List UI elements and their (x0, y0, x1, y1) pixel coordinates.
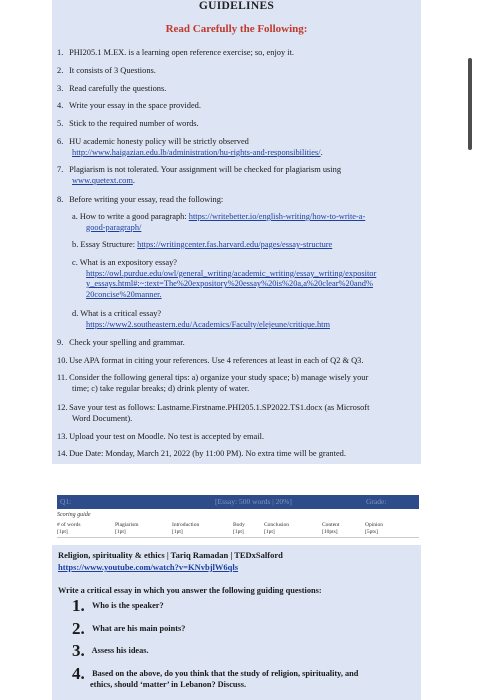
list-item: 13. Upload your test on Moodle. No test is accepted by email. (57, 432, 265, 441)
list-item: 8. Before writing your essay, read the following: (57, 195, 224, 204)
sub-item: a. How to write a good paragraph: https://writebetter.io/english-writing/how-to-write-a- good-paragraph/ (72, 212, 366, 232)
list-item: 11. Consider the following general tips: a) organize your study space; b) manage wisely your time; c) take regular breaks; d) drink plenty of water. (57, 373, 369, 393)
policy-link[interactable]: http://www.haigazian.edu.lb/administration/hu-rights-and-responsibilities/ (72, 147, 321, 157)
guiding-question: 1. Who is the speaker? (72, 596, 164, 615)
list-item: 2. It consists of 3 Questions. (57, 66, 156, 75)
video-title: Religion, spirituality & ethics | Tariq Ramadan | TEDxSalford (58, 550, 283, 560)
list-item: 9. Check your spelling and grammar. (57, 338, 185, 347)
essay-info: [Essay: 500 words | 20%] (215, 497, 292, 506)
scoring-points: [1pt] [1pt] [1pt] [1pt] [1pt] [10pts] [5pts] (57, 529, 378, 535)
guiding-intro: Write a critical essay in which you answer the following guiding questions: (58, 586, 322, 595)
structure-link[interactable]: https://writingcenter.fas.harvard.edu/pages/essay-structure (137, 240, 333, 249)
page-title: GUIDELINES (198, 0, 275, 12)
question-header (57, 495, 419, 509)
list-item: 4. Write your essay in the space provided. (57, 101, 201, 110)
scrollbar[interactable] (468, 58, 472, 150)
expository-link-2[interactable]: y_essays.html#:~:text=The%20expository%20essay%20is%20a,a%20clear%20and% (86, 279, 373, 289)
video-link[interactable]: https://www.youtube.com/watch?v=KNvbjlW6qls (58, 562, 239, 572)
expository-link[interactable]: https://owl.purdue.edu/owl/general_writing/academic_writing/essay_writing/expositor (86, 268, 377, 278)
sub-item: c. What is an expository essay? https://owl.purdue.edu/owl/general_writing/academic_writing/essay_writing/expositor y_essays.html#:~:text=The%20expository%20essay%20is%20a,a%20clear%20and% 20concise%20manner. (72, 258, 377, 299)
expository-link-3[interactable]: 20concise%20manner. (86, 289, 162, 299)
list-item: 12. Save your test as follows: Lastname.Firstname.PHI205.1.SP2022.TS1.docx (as Microsoft Word Document). (57, 403, 370, 423)
list-item: 6. HU academic honesty policy will be strictly observed http://www.haigazian.edu.lb/administration/hu-rights-and-responsibilities/. (57, 137, 323, 157)
list-item: 5. Stick to the required number of words. (57, 119, 199, 128)
list-item: 3. Read carefully the questions. (57, 84, 167, 93)
quetext-link[interactable]: www.quetext.com (72, 175, 133, 185)
scoring-names: # of words Plagiarism Introduction Body Conclusion Content Opinion (57, 522, 384, 528)
list-item: 14. Due Date: Monday, March 21, 2022 (by 11:00 PM). No extra time will be granted. (57, 449, 346, 458)
grade-label: Grade: (366, 497, 387, 506)
paragraph-link[interactable]: https://writebetter.io/english-writing/how-to-write-a- (188, 212, 366, 221)
guiding-question: 2. What are his main points? (72, 619, 186, 638)
list-item: 10. Use APA format in citing your references. Use 4 references at least in each of Q2 & Q3. (57, 356, 364, 365)
guiding-question: 4. Based on the above, do you think that the study of religion, spirituality, and ethics, should ‘matter’ in Lebanon? Discuss. (72, 664, 359, 689)
guiding-question: 3. Assess his ideas. (72, 641, 149, 660)
list-item: 7. Plagiarism is not tolerated. Your assignment will be checked for plagiarism using www.quetext.com. (57, 165, 342, 185)
critique-link[interactable]: https://www2.southeastern.edu/Academics/Faculty/elejeune/critique.htm (86, 319, 330, 329)
page-subtitle: Read Carefully the Following: (165, 23, 308, 35)
sub-item: d. What is a critical essay? https://www2.southeastern.edu/Academics/Faculty/elejeune/critique.htm (72, 309, 330, 329)
divider (57, 537, 419, 538)
list-item: 1. PHI205.1 M.EX. is a learning open reference exercise; so, enjoy it. (57, 48, 294, 57)
scoring-guide-title: Scoring guide (57, 512, 91, 518)
question-label: Q1: (60, 497, 72, 506)
sub-item: b. Essay Structure: https://writingcenter.fas.harvard.edu/pages/essay-structure (72, 240, 333, 249)
paragraph-link-cont[interactable]: good-paragraph/ (86, 222, 142, 232)
